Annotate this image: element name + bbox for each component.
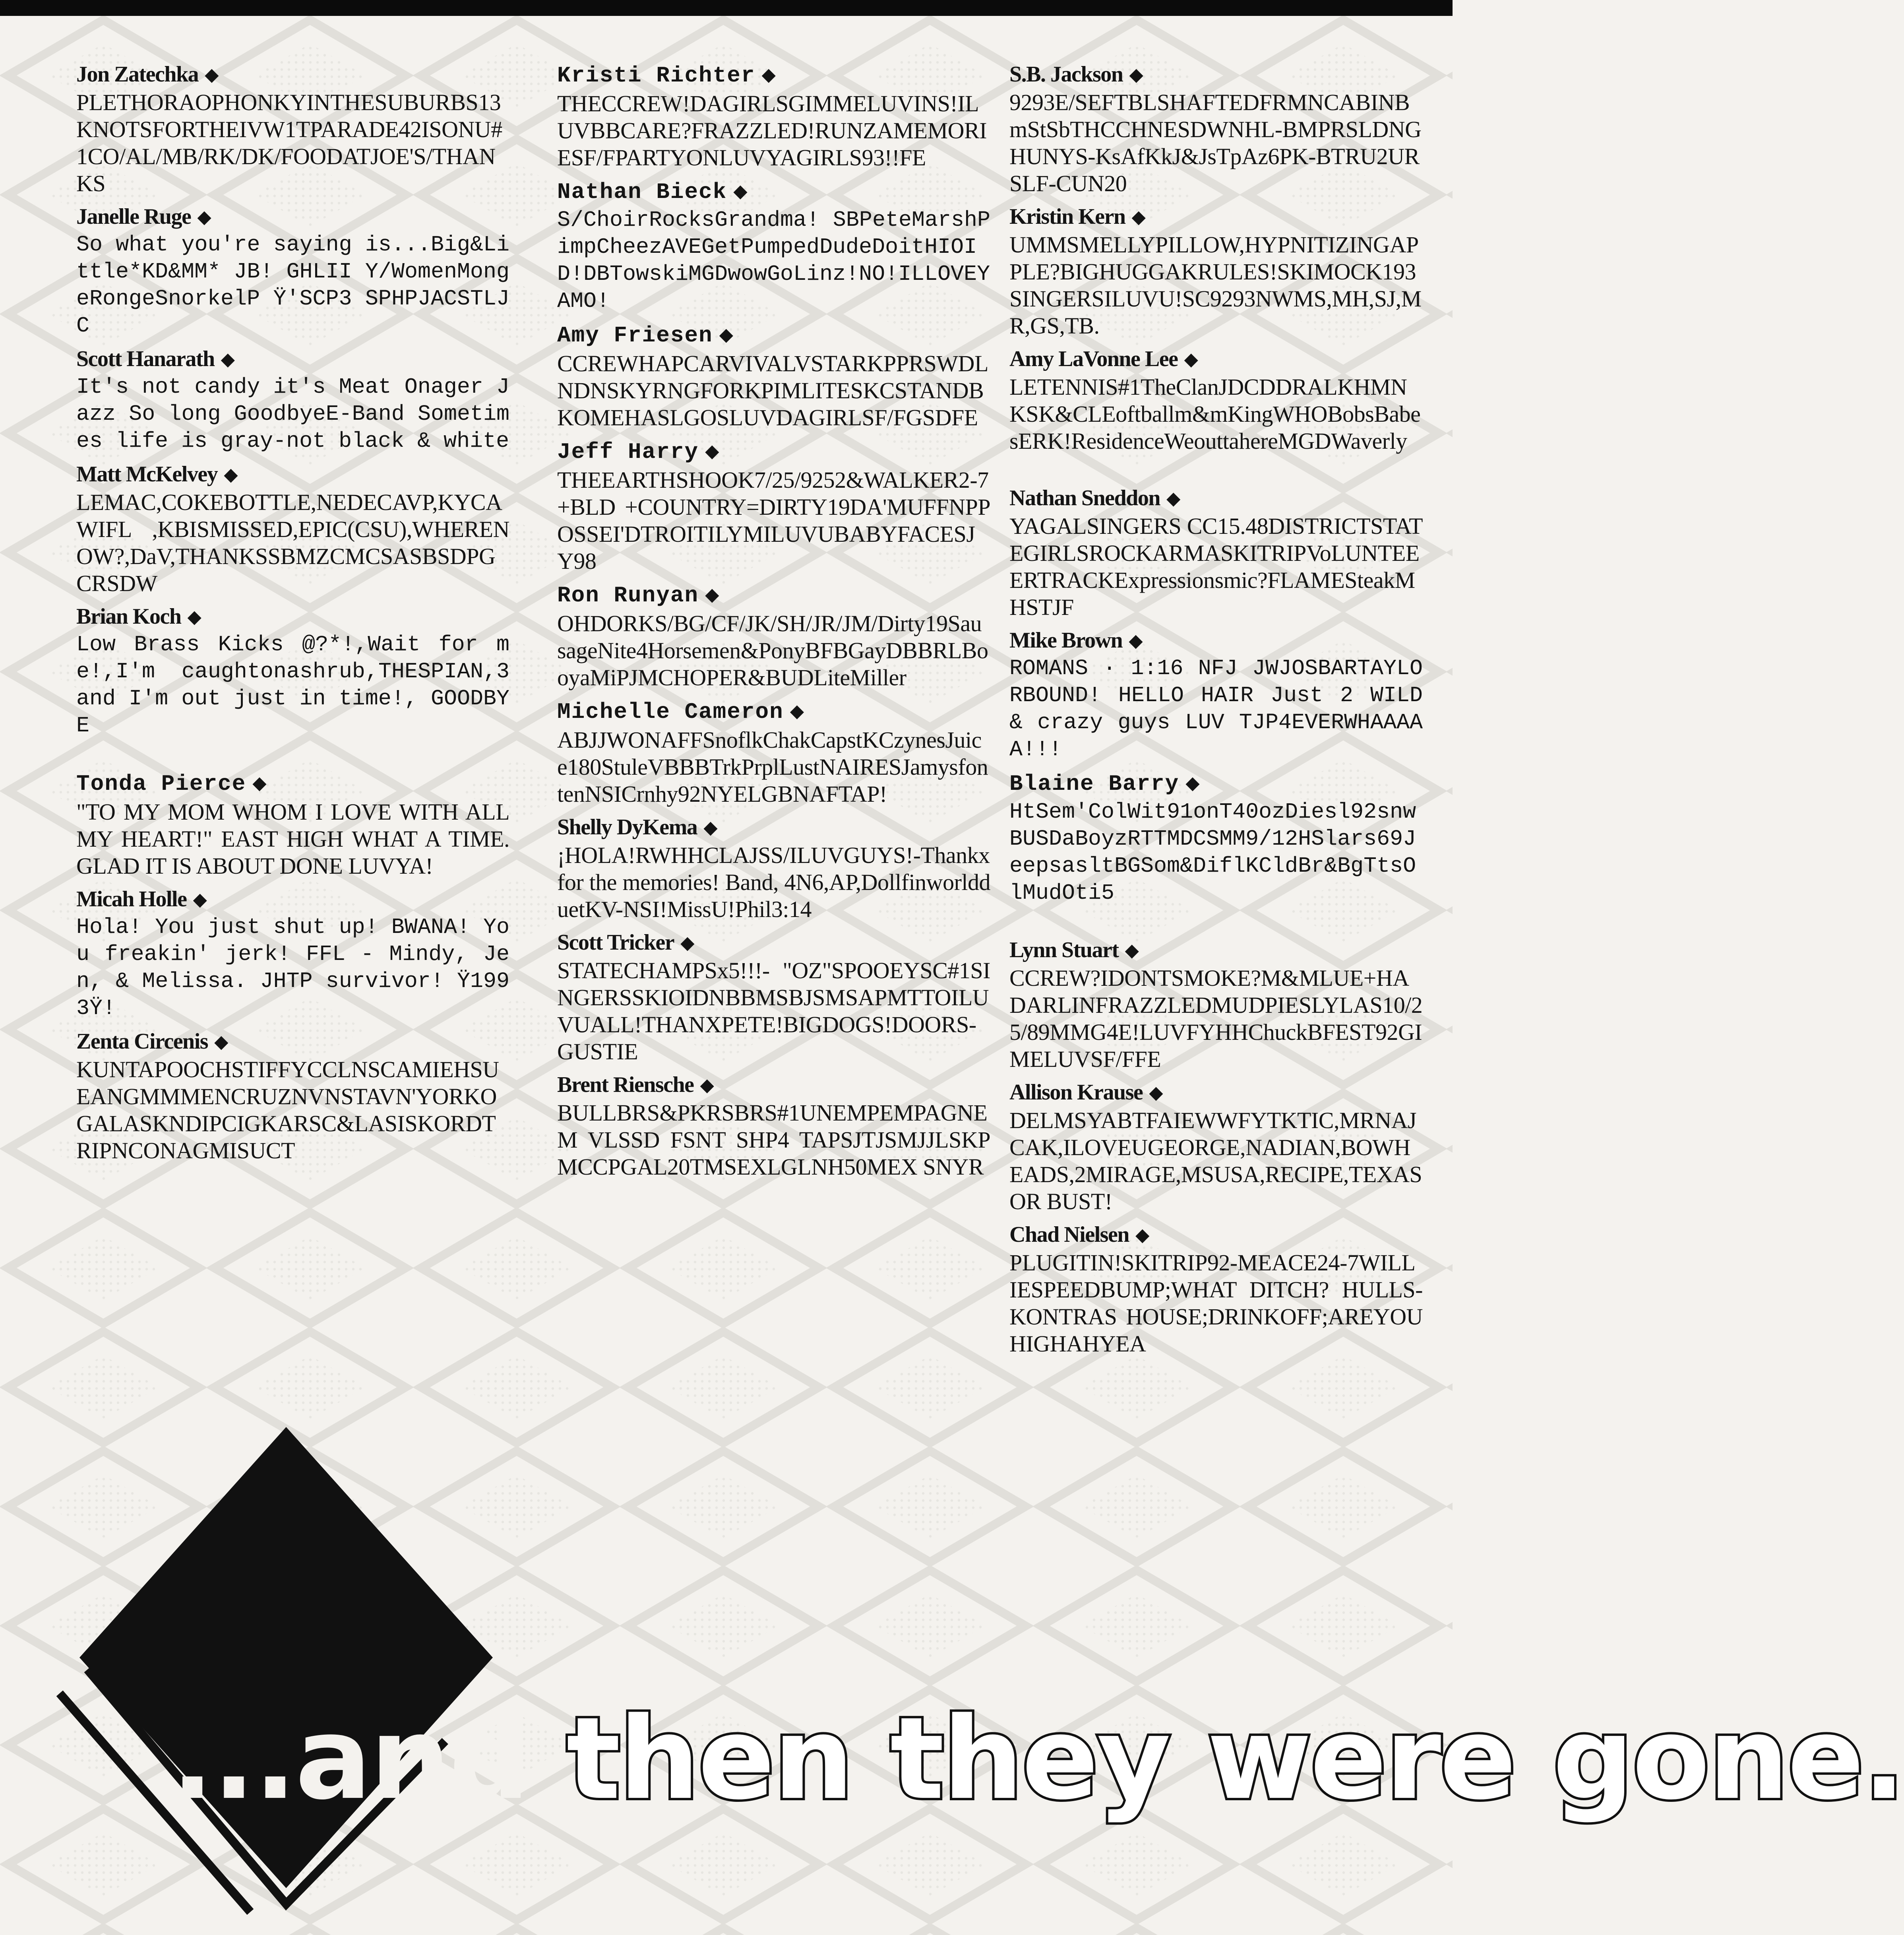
senior-name-text: Scott Tricker bbox=[557, 930, 674, 955]
senior-name-text: Tonda Pierce bbox=[76, 771, 246, 797]
tagline-then-they-were-gone: then they were gone. bbox=[529, 1693, 1904, 1825]
senior-name-text: Chad Nielsen bbox=[1009, 1222, 1129, 1247]
column-2 bbox=[557, 60, 990, 1185]
senior-message: LETENNIS#1TheClanJDCDDRALKHMNKSK&CLEoftballm&mKingWHOBobsBabesERK!ResidenceWeouttahereMGDWaverly bbox=[1009, 374, 1421, 454]
diamond-bullet-icon: ◆ bbox=[1185, 772, 1201, 793]
senior-message: DELMSYABTFAIEWWFYTKTIC,MRNAJCAK,ILOVEUGEORGE,NADIAN,BOWHEADS,2MIRAGE,MSUSA,RECIPE,TEXAS OR BUST! bbox=[1009, 1107, 1422, 1214]
senior-message: THEEARTHSHOOK7/25/9252&WALKER2-7+BLD +COUNTRY=DIRTY19DA'MUFFNPPOSSEI'DTROITILYMILUVUBABYFACESJY98 bbox=[557, 467, 990, 574]
senior-name-text: Zenta Circenis bbox=[76, 1029, 208, 1054]
senior-name-text: Kristin Kern bbox=[1009, 204, 1125, 229]
senior-name bbox=[1009, 768, 1423, 799]
senior-entry bbox=[76, 602, 509, 739]
senior-entry bbox=[1009, 626, 1423, 763]
diamond-bullet-icon: ◆ bbox=[761, 64, 777, 85]
senior-name-text: Lynn Stuart bbox=[1009, 938, 1119, 962]
senior-name-text: Matt McKelvey bbox=[76, 462, 218, 487]
senior-name bbox=[1009, 483, 1423, 513]
senior-name bbox=[557, 580, 990, 610]
senior-entry bbox=[557, 436, 990, 575]
diamond-bullet-icon: ◆ bbox=[1131, 206, 1145, 227]
diamond-bullet-icon: ◆ bbox=[224, 463, 238, 485]
senior-name-text: Jon Zatechka bbox=[76, 62, 199, 87]
senior-name bbox=[557, 696, 990, 727]
senior-name bbox=[1009, 935, 1423, 965]
senior-name bbox=[76, 202, 509, 231]
senior-name bbox=[76, 768, 509, 799]
senior-name-text: Nathan Bieck bbox=[557, 179, 727, 205]
senior-entry bbox=[1009, 344, 1423, 455]
senior-name bbox=[1009, 626, 1423, 655]
diamond-bullet-icon: ◆ bbox=[1166, 487, 1180, 509]
senior-name-text: Kristi Richter bbox=[557, 63, 755, 88]
diamond-bullet-icon: ◆ bbox=[187, 606, 201, 627]
senior-name-text: Shelly DyKema bbox=[557, 815, 697, 840]
senior-name-text: Scott Hanarath bbox=[76, 347, 215, 371]
senior-message: THECCREW!DAGIRLSGIMMELUVINS!ILUVBBCARE?FRAZZLED!RUNZAMEMORIESF/FPARTYONLUVYAGIRLS93!!FE bbox=[557, 91, 987, 171]
senior-message: ROMANS · 1:16 NFJ JWJOSBARTAYLORBOUND! HELLO HAIR Just 2 WILD & crazy guys LUV TJP4EVERWHAAAAA!!! bbox=[1009, 656, 1423, 762]
senior-entry bbox=[557, 320, 990, 431]
senior-message: Hola! You just shut up! BWANA! You freakin' jerk! FFL - Mindy, Jen, & Melissa. JHTP survivor! Ÿ1993Ÿ! bbox=[76, 915, 509, 1021]
senior-entry bbox=[76, 202, 509, 339]
column-3 bbox=[1009, 60, 1423, 1362]
senior-entry bbox=[1009, 935, 1423, 1073]
senior-name bbox=[1009, 1220, 1423, 1249]
senior-message: ABJJWONAFFSnoflkChakCapstKCzynesJuice180StuleVBBBTrkPrplLustNAIRESJamysfontenNSICrnhy92NYELGBNAFTAP! bbox=[557, 727, 988, 807]
senior-message: ¡HOLA!RWHHCLAJSS/ILUVGUYS!-Thankx for the memories! Band, 4N6,AP,DollfinworldduetKV-NSI!MissU!Phil3:14 bbox=[557, 842, 990, 922]
senior-entry bbox=[76, 60, 509, 197]
senior-entry bbox=[557, 580, 990, 691]
diamond-bullet-icon: ◆ bbox=[680, 932, 694, 953]
senior-name-text: Micah Holle bbox=[76, 887, 187, 911]
senior-entry bbox=[1009, 202, 1423, 339]
senior-message: BULLBRS&PKRSBRS#1UNEMPEMPAGNEM VLSSD FSNT SHP4 TAPSJTJSMJJLSKPMCCPGAL20TMSEXLGLNH50MEX SNYR bbox=[557, 1100, 990, 1180]
diamond-bullet-icon: ◆ bbox=[214, 1031, 228, 1052]
senior-name bbox=[557, 812, 990, 842]
senior-name bbox=[557, 928, 990, 957]
senior-name-text: Brent Riensche bbox=[557, 1072, 694, 1097]
senior-entry bbox=[1009, 768, 1423, 907]
entry-gap bbox=[1009, 911, 1423, 935]
senior-name bbox=[557, 176, 990, 207]
diamond-graphic bbox=[64, 1415, 1435, 1924]
senior-entry bbox=[557, 176, 990, 315]
senior-name bbox=[1009, 344, 1423, 374]
senior-entry bbox=[557, 60, 990, 171]
senior-name-text: Jeff Harry bbox=[557, 439, 699, 465]
senior-entry bbox=[557, 1070, 990, 1181]
senior-message: UMMSMELLYPILLOW,HYPNITIZINGAPPLE?BIGHUGGAKRULES!SKIMOCK193SINGERSILUVU!SC9293NWMS,MH,SJ,MR,GS,TB. bbox=[1009, 232, 1422, 339]
diamond-bullet-icon: ◆ bbox=[1125, 939, 1139, 961]
diamond-bullet-icon: ◆ bbox=[252, 772, 267, 793]
senior-name-text: Allison Krause bbox=[1009, 1080, 1143, 1105]
senior-name-text: Mike Brown bbox=[1009, 628, 1123, 653]
senior-message: HtSem'ColWit91onT40ozDiesl92snwBUSDaBoyzRTTMDCSMM9/12HSlars69JeepsasltBGSom&DiflKCldBr&BgTtsOlMudOti5 bbox=[1009, 799, 1416, 905]
senior-name-text: Amy LaVonne Lee bbox=[1009, 347, 1178, 371]
senior-message: KUNTAPOOCHSTIFFYCCLNSCAMIEHSUEANGMMMENCRUZNVNSTAVN'YORKOGALASKNDIPCIGKARSC&LASISKORDTRIPNCONAGMISUCT bbox=[76, 1057, 499, 1163]
senior-entry bbox=[1009, 1078, 1423, 1215]
senior-name-text: S.B. Jackson bbox=[1009, 62, 1123, 87]
tagline-and: ...and bbox=[171, 1693, 529, 1825]
senior-message: S/ChoirRocksGrandma! SBPeteMarshPimpCheezAVEGetPumpedDudeDoitHIOID!DBTowskiMGDwowGoLinz!NO!ILLOVEYAMO! bbox=[557, 207, 990, 314]
senior-name bbox=[76, 344, 509, 374]
senior-name-text: Amy Friesen bbox=[557, 323, 713, 348]
senior-name bbox=[557, 320, 990, 350]
senior-name bbox=[76, 460, 509, 489]
senior-name-text: Brian Koch bbox=[76, 604, 181, 629]
senior-message: 9293E/SEFTBLSHAFTEDFRMNCABINBmStSbTHCCHNESDWNHL-BMPRSLDNGHUNYS-KsAfKkJ&JsTpAz6PK-BTRU2URSLF-CUN20 bbox=[1009, 89, 1422, 196]
senior-entry bbox=[76, 460, 509, 597]
senior-entry bbox=[557, 696, 990, 808]
entry-gap bbox=[1009, 460, 1423, 483]
senior-name bbox=[76, 602, 509, 631]
diamond-bullet-icon: ◆ bbox=[1135, 1224, 1149, 1245]
diamond-bullet-icon: ◆ bbox=[197, 206, 211, 227]
senior-name bbox=[76, 1027, 509, 1056]
senior-entry bbox=[1009, 60, 1423, 197]
senior-name-text: Janelle Ruge bbox=[76, 204, 191, 229]
diamond-bullet-icon: ◆ bbox=[719, 324, 734, 345]
senior-name bbox=[1009, 1078, 1423, 1107]
diamond-bullet-icon: ◆ bbox=[703, 816, 717, 838]
diamond-bullet-icon: ◆ bbox=[790, 700, 805, 721]
senior-message: STATECHAMPSx5!!!- "OZ"SPOOEYSC#1SINGERSSKIOIDNBBMSBJSMSAPMTTOILUVUALL!THANXPETE!BIGDOGS!DOORS-GUSTIE bbox=[557, 958, 990, 1064]
senior-message: YAGALSINGERS CC15.48DISTRICTSTATEGIRLSROCKARMASKITRIPVoLUNTEEERTRACKExpressionsmic?FLAMESteakMHSTJF bbox=[1009, 513, 1423, 620]
senior-name bbox=[557, 60, 990, 90]
page-top-edge bbox=[0, 0, 1453, 16]
senior-message: It's not candy it's Meat Onager Jazz So long GoodbyeE-Band Sometimes life is gray-not black & white bbox=[76, 374, 509, 454]
senior-name bbox=[1009, 202, 1423, 231]
senior-entry bbox=[76, 768, 509, 880]
diamond-bullet-icon: ◆ bbox=[205, 64, 219, 85]
senior-message: LEMAC,COKEBOTTLE,NEDECAVP,KYCAWIFL ,KBISMISSED,EPIC(CSU),WHERENOW?,DaV,THANKSSBMZCMCSASBSDPGCRSDW bbox=[76, 489, 509, 596]
senior-message: CCREW?IDONTSMOKE?M&MLUE+HADARLINFRAZZLEDMUDPIESLYLAS10/25/89MMG4E!LUVFYHHChuckBFEST92GIMELUVSF/FFE bbox=[1009, 965, 1423, 1072]
senior-entry bbox=[76, 884, 509, 1022]
senior-entry bbox=[1009, 483, 1423, 621]
diamond-bullet-icon: ◆ bbox=[1184, 348, 1198, 370]
senior-name-text: Blaine Barry bbox=[1009, 771, 1180, 797]
senior-entry bbox=[557, 928, 990, 1065]
senior-entry bbox=[1009, 1220, 1423, 1357]
senior-name-text: Ron Runyan bbox=[557, 583, 699, 608]
senior-entry bbox=[76, 344, 509, 455]
senior-name bbox=[76, 60, 509, 89]
entry-gap bbox=[76, 744, 509, 768]
diamond-bullet-icon: ◆ bbox=[705, 440, 720, 461]
senior-entry bbox=[557, 812, 990, 923]
diamond-bullet-icon: ◆ bbox=[705, 584, 720, 605]
senior-name bbox=[557, 1070, 990, 1099]
senior-message: Low Brass Kicks @?*!,Wait for me!,I'm caughtonashrub,THESPIAN,3 and I'm out just in time!, GOODBYE bbox=[76, 632, 509, 738]
diamond-bullet-icon: ◆ bbox=[1129, 630, 1143, 651]
diamond-bullet-icon: ◆ bbox=[1149, 1082, 1163, 1103]
senior-message: PLETHORAOPHONKYINTHESUBURBS13KNOTSFORTHEIVW1TPARADE42ISONU#1CO/AL/MB/RK/DK/FOODATJOE'S/THANKS bbox=[76, 89, 502, 196]
senior-name-text: Nathan Sneddon bbox=[1009, 486, 1160, 510]
senior-message: PLUGITIN!SKITRIP92-MEACE24-7WILLIESPEEDBUMP;WHAT DITCH? HULLS-KONTRAS HOUSE;DRINKOFF;AREYOUHIGHAHYEA bbox=[1009, 1250, 1423, 1357]
closing-banner bbox=[64, 1415, 1904, 1924]
diamond-bullet-icon: ◆ bbox=[733, 180, 748, 202]
tagline bbox=[171, 1693, 1904, 1825]
column-1 bbox=[76, 60, 509, 1169]
senior-name bbox=[1009, 60, 1423, 89]
senior-message: "TO MY MOM WHOM I LOVE WITH ALL MY HEART!" EAST HIGH WHAT A TIME. GLAD IT IS ABOUT DONE LUVYA! bbox=[76, 799, 509, 879]
senior-name-text: Michelle Cameron bbox=[557, 699, 784, 725]
senior-message: OHDORKS/BG/CF/JK/SH/JR/JM/Dirty19SausageNite4Horsemen&PonyBFBGayDBBRLBooyaMiPJMCHOPER&BUDLiteMiller bbox=[557, 611, 988, 690]
senior-message: CCREWHAPCARVIVALVSTARKPPRSWDLNDNSKYRNGFORKPIMLITESKCSTANDBKOMEHASLGOSLUVDAGIRLSF/FGSDFE bbox=[557, 351, 988, 430]
diamond-bullet-icon: ◆ bbox=[1129, 64, 1143, 85]
senior-name bbox=[76, 884, 509, 914]
diamond-bullet-icon: ◆ bbox=[700, 1074, 714, 1095]
senior-name bbox=[557, 436, 990, 467]
senior-message: So what you're saying is...Big&Little*KD&MM* JB! GHLII Y/WomenMongeRongeSnorkelP Ÿ'SCP3 SPHPJACSTLJC bbox=[76, 232, 509, 338]
diamond-bullet-icon: ◆ bbox=[221, 348, 234, 370]
diamond-bullet-icon: ◆ bbox=[193, 888, 207, 910]
senior-entry bbox=[76, 1027, 509, 1164]
